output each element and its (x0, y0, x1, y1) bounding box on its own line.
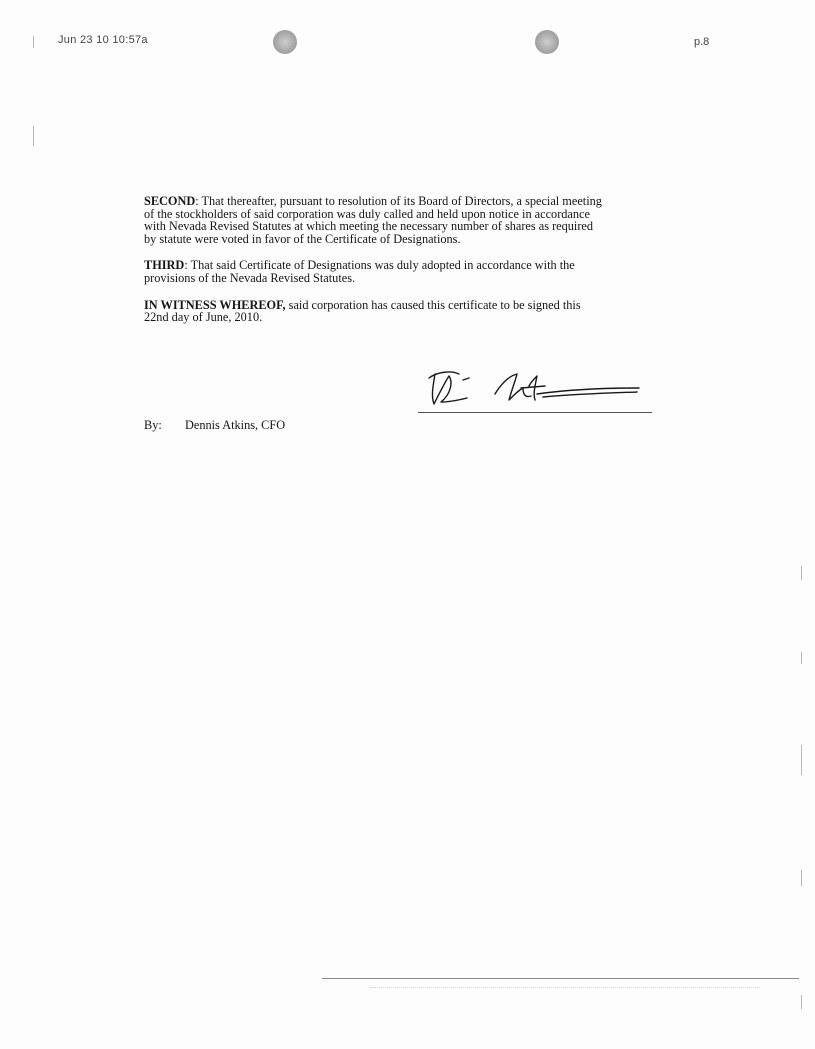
by-label: By: (144, 418, 162, 432)
text-line: provisions of the Nevada Revised Statutes. (144, 270, 356, 285)
paragraph-second (144, 195, 689, 245)
handwritten-signature (425, 364, 657, 414)
text-line: 22nd day of June, 2010. (144, 310, 263, 325)
text-line: with Nevada Revised Statutes at which meeting the necessary number of shares as required (144, 219, 594, 234)
scan-artifact (33, 36, 34, 48)
text-line: : That thereafter, pursuant to resolution of its Board of Directors, a special meeting (195, 194, 602, 208)
scan-artifact (801, 566, 802, 580)
fax-page-number: p.8 (694, 36, 710, 48)
fax-header (0, 30, 815, 54)
signature-line (418, 412, 652, 413)
paragraph-third (144, 259, 689, 284)
paragraph-label: THIRD (144, 258, 185, 273)
document-body (144, 195, 689, 338)
scan-artifact (33, 126, 34, 146)
paragraph-label: IN WITNESS WHEREOF, (144, 297, 286, 312)
text-line: by statute were voted in favor of the Certificate of Designations. (144, 231, 461, 246)
scan-artifact (801, 652, 802, 664)
paragraph-label: SECOND (144, 194, 196, 208)
text-line: of the stockholders of said corporation was duly called and held upon notice in accordance (144, 206, 590, 221)
signatory-row (144, 418, 444, 434)
text-line: : That said Certificate of Designations was duly adopted in accordance with the (184, 258, 575, 273)
fax-timestamp: Jun 23 10 10:57a (58, 34, 148, 46)
signer-name: Dennis Atkins, CFO (185, 418, 286, 432)
scan-rule (322, 978, 799, 979)
punch-hole-icon (273, 30, 297, 54)
scan-artifact (801, 870, 802, 886)
punch-hole-icon (535, 30, 559, 54)
scan-artifact (801, 995, 802, 1009)
paragraph-witness (144, 299, 689, 324)
scan-artifact (801, 745, 802, 775)
scan-dots (370, 987, 760, 988)
text-line: said corporation has caused this certificate to be signed this (285, 297, 581, 312)
